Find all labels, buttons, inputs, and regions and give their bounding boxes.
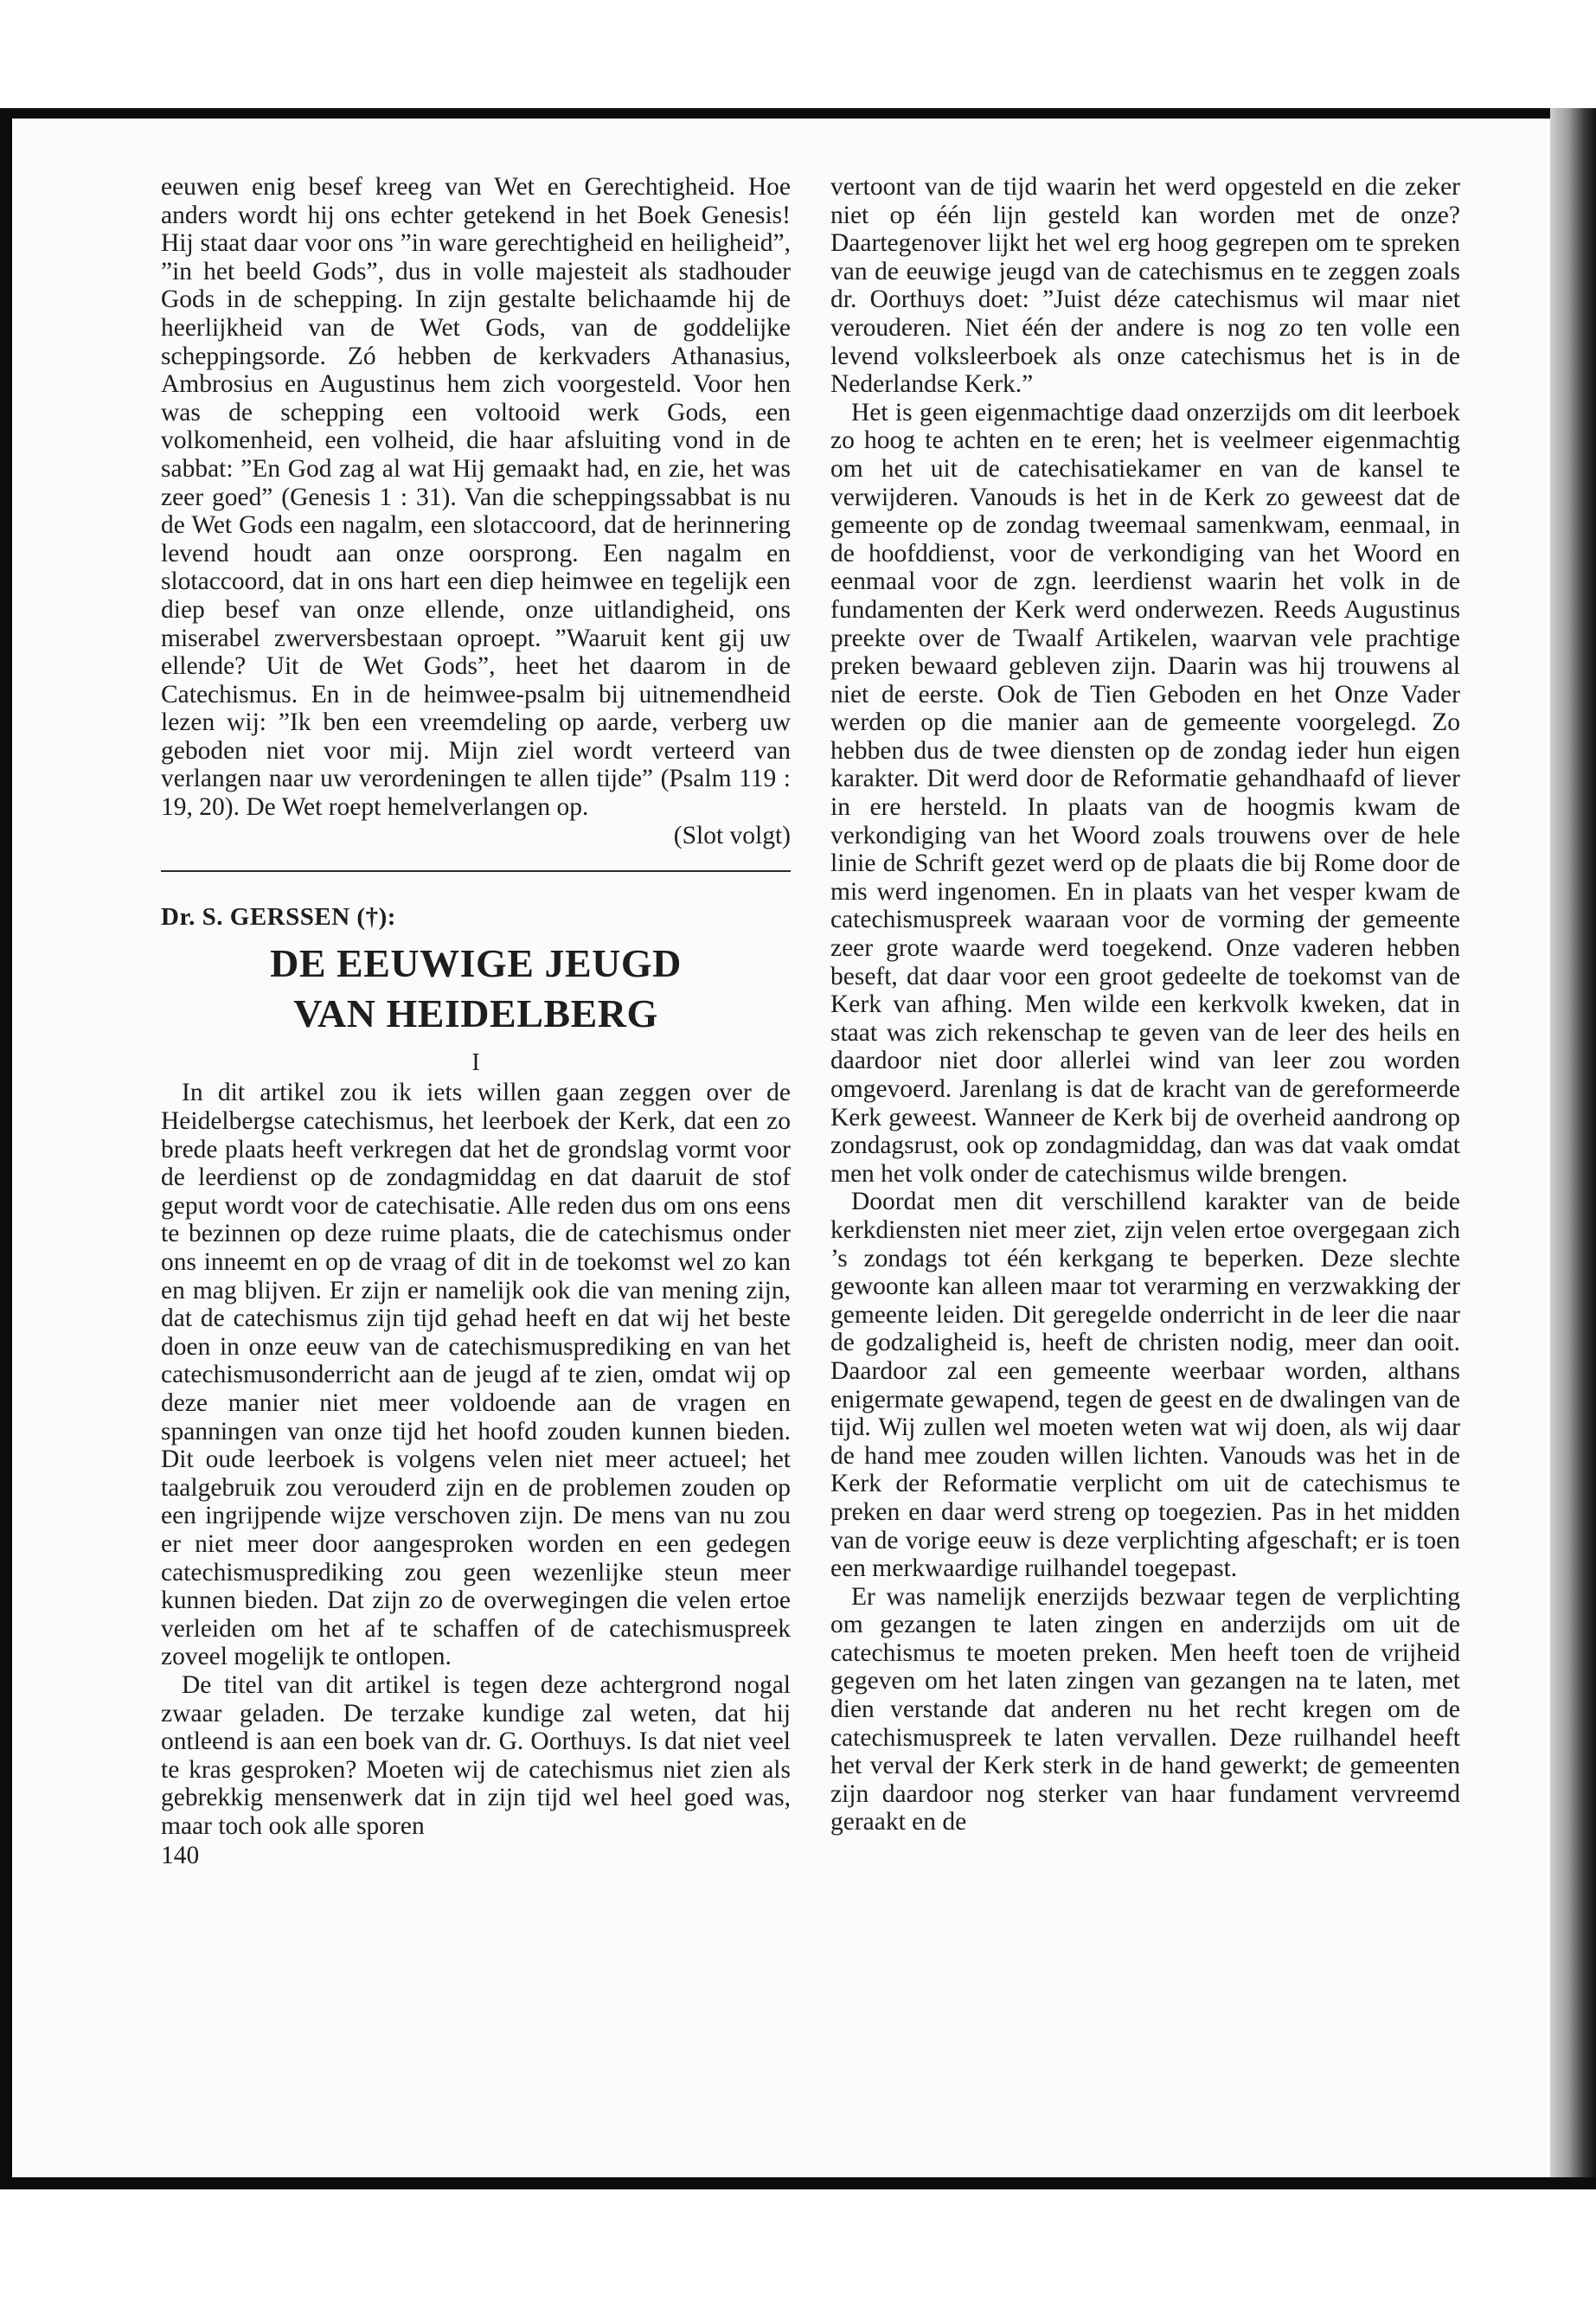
- section-number: I: [471, 1048, 480, 1076]
- scan-border-top: [0, 108, 1596, 119]
- paragraph: Er was namelijk enerzijds bezwaar tegen de verplichting om gezangen te laten zingen en anderzijds om uit de catechismus te moeten preken. Men heeft toen de vrijheid gegeven om het laten zingen van gezangen na te laten, met dien verstande dat anderen nu het recht kregen om de catechismuspreek te laten vervallen. Deze ruilhandel heeft het verval der Kerk sterk in de hand gewerkt; de gemeenten zijn daardoor nog sterker van haar fundament vervreemd geraakt en de: [830, 1582, 1460, 1836]
- page-number: 140: [161, 1842, 200, 1870]
- left-column: [161, 173, 791, 1870]
- book-spine-edge: [1550, 108, 1596, 2189]
- to-be-continued-note: (Slot volgt): [673, 821, 791, 849]
- paragraph: In dit artikel zou ik iets willen gaan zeggen over de Heidelbergse catechismus, het leerboek der Kerk, dat een zo brede plaats heeft verkregen dat het de grondslag vormt voor de leerdienst op de zondagmiddag en dat daaruit de stof geput wordt voor de catechisatie. Alle reden dus om ons eens te bezinnen op deze ruime plaats, die de catechismus onder ons inneemt en op de vraag of dit in de toekomst wel zo kan en mag blijven. Er zijn er namelijk ook die van mening zijn, dat de catechismus zijn tijd gehad heeft en dat wij het beste doen in onze eeuw van de catechismusprediking en van het catechismusonderricht aan de jeugd af te zien, omdat wij op deze manier niet meer voldoende aan de vragen en spanningen van onze tijd het hoofd zouden kunnen bieden. Dit oude leerboek is volgens velen niet meer actueel; het taalgebruik zou verouderd zijn en de problemen zouden op een ingrijpende wijze verschoven zijn. De mens van nu zou er niet meer door aangesproken worden en een gedegen catechismusprediking zou geen wezenlijke steun meer kunnen bieden. Dat zijn zo de overwegingen die velen ertoe verleiden om het af te schaffen of de catechismuspreek zoveel mogelijk te ontlopen.: [161, 1079, 791, 1671]
- scan-border-left: [0, 108, 12, 2189]
- article-title-line-1: DE EEUWIGE JEUGD: [270, 940, 682, 985]
- paragraph: Het is geen eigenmachtige daad onzerzijds om dit leerboek zo hoog te achten en te eren; het is veelmeer eigenmachtig om het uit de catechisatiekamer en van de kansel te verwijderen. Vanouds is het in de Kerk zo geweest dat de gemeente op de zondag tweemaal samenkwam, eenmaal, in de hoofddienst, voor de verkondiging van het Woord en eenmaal voor de zgn. leerdienst waarin het volk in de fundamenten der Kerk werd onderwezen. Reeds Augustinus preekte over de Twaalf Artikelen, waarvan vele prachtige preken bewaard gebleven zijn. Daarin was hij trouwens al niet de eerste. Ook de Tien Geboden en het Onze Vader werden op die manier aan de gemeente voorgelegd. Zo hebben dus de twee diensten op de zondag ieder hun eigen karakter. Dit werd door de Reformatie gehandhaafd of liever in ere hersteld. In plaats van de hoogmis kwam de verkondiging van het Woord zoals trouwens over de hele linie de Schrift gezet werd op de plaats die bij Rome door de mis werd ingenomen. En in plaats van het vesper kwam de catechismuspreek waaraan voor de vorming der gemeente zeer grote waarde werd toegekend. Onze vaderen hebben beseft, dat daar voor een groot gedeelte de toekomst van de Kerk van afhing. Men wilde een kerkvolk kweken, dat in staat was zich rekenschap te geven van de leer des heils en daardoor niet door allerlei wind van leer zou worden omgevoerd. Jarenlang is dat de kracht van de gereformeerde Kerk geweest. Wanneer de Kerk bij de overheid aandrong op zondagsrust, ook op zondagmiddag, dan was dat vaak omdat men het volk onder de catechismus wilde brengen.: [830, 398, 1460, 1188]
- article-title-line-2: VAN HEIDELBERG: [293, 990, 658, 1035]
- article-separator: [161, 870, 791, 872]
- article-author: Dr. S. GERSSEN (†):: [161, 903, 396, 932]
- article-title: [161, 939, 791, 1039]
- paragraph: vertoont van de tijd waarin het werd opgesteld en die zeker niet op één lijn gesteld kan worden met de onze? Daartegenover lijkt het wel erg hoog gegrepen om te spreken van de eeuwige jeugd van de catechismus en te zeggen zoals dr. Oorthuys doet: ”Juist déze catechismus wil maar niet verouderen. Niet één der andere is nog zo ten volle een levend volksleerboek als onze catechismus het is in de Nederlandse Kerk.”: [830, 173, 1460, 399]
- paragraph: De titel van dit artikel is tegen deze achtergrond nogal zwaar geladen. De terzake kundige zal weten, dat hij ontleend is aan een boek van dr. G. Oorthuys. Is dat niet veel te kras gesproken? Moeten wij de catechismus niet zien als gebrekkig mensenwerk dat in zijn tijd wel heel goed was, maar toch ook alle sporen: [161, 1670, 791, 1840]
- right-column: [830, 173, 1460, 1836]
- scan-border-bottom: [0, 2177, 1596, 2189]
- paragraph: Doordat men dit verschillend karakter van de beide kerkdiensten niet meer ziet, zijn velen ertoe overgegaan zich ’s zondags tot één kerkgang te beperken. Deze slechte gewoonte kan alleen maar tot verarming en verzwakking der gemeente leiden. Dit geregelde onderricht in de leer die naar de godzaligheid is, heeft de christen nodig, meer dan ooit. Daardoor zal een gemeente weerbaar worden, althans enigermate gewapend, tegen de geest en de dwalingen van de tijd. Wij zullen wel moeten weten wat wij doen, als wij daar de hand mee zouden willen lichten. Vanouds was het in de Kerk der Reformatie verplicht om uit de catechismus te preken en daar werd streng op toegezien. Pas in het midden van de vorige eeuw is deze verplichting afgeschaft; er is toen een merkwaardige ruilhandel toegepast.: [830, 1188, 1460, 1583]
- previous-article-conclusion: eeuwen enig besef kreeg van Wet en Gerechtigheid. Hoe anders wordt hij ons echter getekend in het Boek Genesis! Hij staat daar voor ons ”in ware gerechtigheid en heiligheid”, ”in het beeld Gods”, dus in volle majesteit als stadhouder Gods in de schepping. In zijn gestalte belichaamde hij de heerlijkheid van de Wet Gods, van de goddelijke scheppingsorde. Zó hebben de kerkvaders Athanasius, Ambrosius en Augustinus hem zich voorgesteld. Voor hen was de schepping een voltooid werk Gods, een volkomenheid, een volheid, die haar afsluiting vond in de sabbat: ”En God zag al wat Hij gemaakt had, en zie, het was zeer goed” (Genesis 1 : 31). Van die scheppingssabbat is nu de Wet Gods een nagalm, een slotaccoord, dat de herinnering levend houdt aan onze oorsprong. Een nagalm en slotaccoord, dat in ons hart een diep heimwee en tegelijk een diep besef van onze ellende, onze uitlandigheid, ons miserabel zwerversbestaan oproept. ”Waaruit kent gij uw ellende? Uit de Wet Gods”, heet het daarom in de Catechismus. En in de heimwee-psalm bij uitnemendheid lezen wij: ”Ik ben een vreemdeling op aarde, verberg uw geboden niet voor mij. Mijn ziel wordt verteerd van verlangen naar uw verordeningen te allen tijde” (Psalm 119 : 19, 20). De Wet roept hemelverlangen op.: [161, 173, 791, 822]
